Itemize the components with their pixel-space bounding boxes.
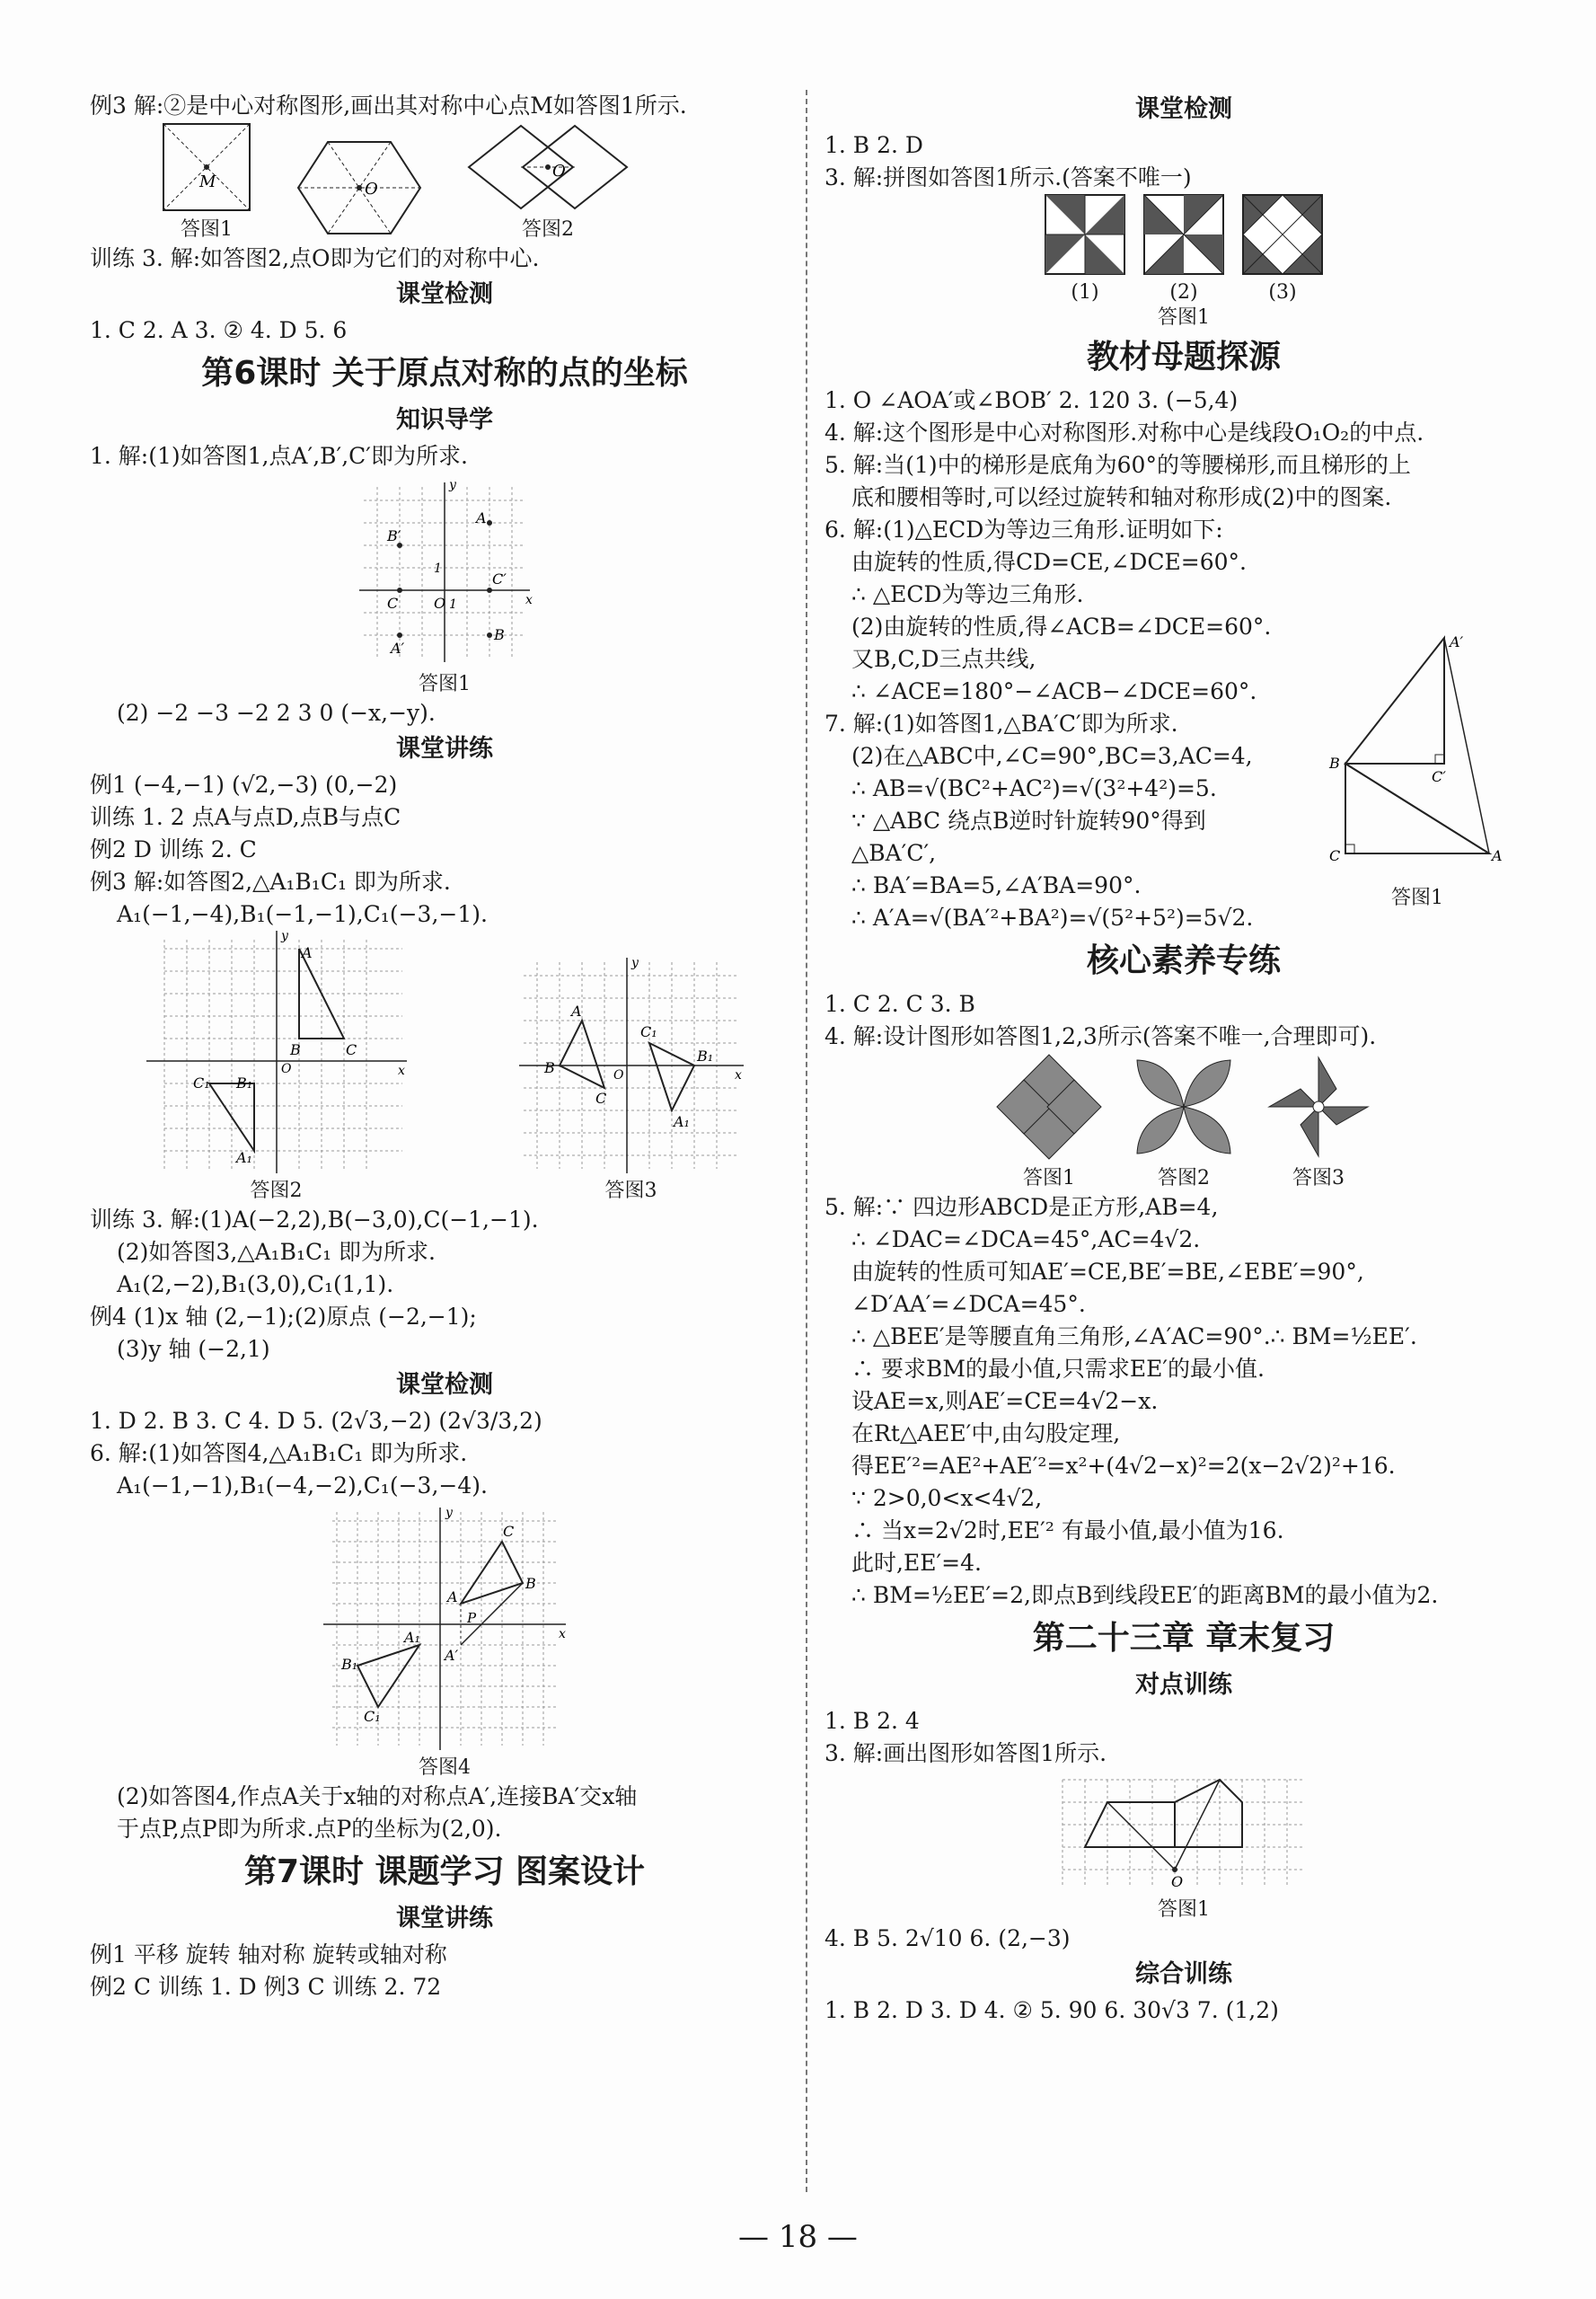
text-line: 1. C 2. C 3. B [824, 991, 975, 1017]
figure-design-1 [995, 1053, 1103, 1191]
svg-text:A′: A′ [445, 1647, 459, 1664]
text-line: 1. 解:(1)如答图1,点A′,B′,C′即为所求. [90, 443, 468, 469]
svg-text:y: y [449, 478, 456, 492]
text-line: 又B,C,D三点共线, [851, 646, 1036, 672]
text-line: ∴ BM=½EE′=2,即点B到线段EE′的距离BM的最小值为2. [851, 1582, 1439, 1608]
text-line: A₁(−1,−4),B₁(−1,−1),C₁(−3,−1). [117, 901, 488, 927]
figure-rhombus [467, 122, 629, 243]
text-line: 5. 解:∵ 四边形ABCD是正方形,AB=4, [824, 1194, 1219, 1220]
svg-text:x: x [397, 1064, 405, 1078]
chapter-title: 第二十三章 章末复习 [1032, 1620, 1336, 1657]
text-line: (3)y 轴 (−2,1) [117, 1336, 270, 1362]
text-line: (2)由旋转的性质,得∠ACB=∠DCE=60°. [851, 614, 1272, 640]
svg-text:y: y [630, 958, 639, 970]
svg-text:B: B [543, 1059, 555, 1076]
figure-grid-1 [90, 478, 799, 697]
text-line: 7. 解:(1)如答图1,△BA′C′即为所求. [824, 711, 1178, 737]
figure-row [90, 931, 799, 1204]
svg-text:C₁: C₁ [364, 1708, 381, 1725]
svg-text:O: O [365, 180, 378, 199]
svg-text:C: C [345, 1041, 357, 1058]
figure-caption: 答图1 [1391, 887, 1443, 909]
svg-text:1: 1 [434, 561, 442, 576]
svg-text:M: M [199, 172, 216, 191]
svg-text:B₁: B₁ [341, 1656, 358, 1673]
tile-pattern [1242, 194, 1323, 275]
svg-text:C′: C′ [1432, 768, 1446, 785]
section-heading: 课堂检测 [396, 1371, 493, 1399]
figure-caption: (3) [1268, 281, 1297, 304]
figure-row [90, 122, 799, 243]
text-line: 1. C 2. A 3. ② 4. D 5. 6 [90, 317, 348, 343]
section-heading: 课堂讲练 [396, 735, 493, 763]
text-line: 例2 C 训练 1. D 例3 C 训练 2. 72 [90, 1974, 442, 2000]
svg-text:B: B [525, 1575, 536, 1592]
figure-tile-3 [1242, 194, 1323, 305]
text-line: 底和腰相等时,可以经过旋转和轴对称形成(2)中的图案. [851, 484, 1392, 510]
text-line: 例3 解:②是中心对称图形,画出其对称中心点M如答图1所示. [90, 93, 687, 119]
svg-text:O: O [280, 1062, 291, 1076]
svg-text:y: y [445, 1508, 453, 1520]
text-line: 1. B 2. D 3. D 4. ② 5. 90 6. 30√3 7. (1,2) [824, 1997, 1279, 2023]
figure-caption: 答图1 [1023, 1167, 1075, 1189]
section-title: 核心素养专练 [1086, 942, 1281, 979]
svg-text:B₁: B₁ [696, 1048, 713, 1065]
figure-design-2 [1130, 1053, 1238, 1191]
text-line: 由旋转的性质,得CD=CE,∠DCE=60°. [851, 549, 1247, 575]
svg-text:O: O [552, 162, 566, 181]
text-line: ∵ 2>0,0<x<4√2, [851, 1485, 1043, 1511]
proof-text [824, 643, 1257, 934]
svg-text:B′: B′ [387, 527, 401, 544]
tile-pattern [1143, 194, 1224, 275]
text-line: A₁(2,−2),B₁(3,0),C₁(1,1). [117, 1271, 394, 1297]
coordinate-grid [323, 1508, 566, 1750]
text-line: 此时,EE′=4. [851, 1550, 982, 1576]
text-line: ∴ 当x=2√2时,EE′² 有最小值,最小值为16. [851, 1517, 1284, 1543]
figure-caption: 答图1 [419, 673, 471, 695]
figure-grid-3 [519, 958, 744, 1204]
svg-text:x: x [734, 1068, 742, 1083]
figure-caption: 答图3 [604, 1180, 657, 1202]
column-divider [806, 90, 807, 2192]
svg-text:A: A [447, 1588, 458, 1605]
text-line: 例1 平移 旋转 轴对称 旋转或轴对称 [90, 1941, 447, 1967]
tile-pattern [1045, 194, 1125, 275]
rhombus-diagram [467, 122, 629, 212]
svg-text:O: O [1171, 1873, 1184, 1890]
figure-caption: 答图2 [1158, 1167, 1210, 1189]
section-heading: 综合训练 [1135, 1960, 1232, 1988]
svg-text:C: C [595, 1090, 606, 1107]
design-pattern [1130, 1053, 1238, 1161]
svg-text:A₁: A₁ [235, 1149, 252, 1166]
text-line: 4. 解:这个图形是中心对称图形.对称中心是线段O₁O₂的中点. [824, 420, 1424, 446]
figure-caption: 答图1 [1158, 1898, 1210, 1921]
figure-square [162, 122, 251, 243]
text-line: 1. B 2. D [824, 132, 923, 158]
figure-caption: 答图4 [419, 1756, 471, 1779]
text-line: 设AE=x,则AE′=CE=4√2−x. [851, 1388, 1159, 1414]
text-line: 由旋转的性质可知AE′=CE,BE′=BE,∠EBE′=90°, [851, 1259, 1364, 1285]
text-line: (2) −2 −3 −2 2 3 0 (−x,−y). [117, 700, 436, 726]
text-line: 得EE′²=AE²+AE′²=x²+(4√2−x)²=2(x−2√2)²+16. [851, 1453, 1396, 1479]
text-line: ∴ △ECD为等边三角形. [851, 581, 1084, 607]
section-heading: 知识导学 [396, 406, 493, 434]
text-line: △BA′C′, [851, 840, 937, 866]
section-heading: 课堂检测 [396, 280, 493, 308]
svg-text:O: O [434, 595, 446, 612]
text-line: 1. B 2. 4 [824, 1708, 920, 1734]
figure-caption: 答图2 [250, 1180, 303, 1202]
hexagon-diagram [296, 138, 422, 237]
lesson-title: 第7课时 课题学习 图案设计 [243, 1853, 646, 1890]
text-line: ∴ BA′=BA=5,∠A′BA=90°. [851, 872, 1142, 898]
figure-caption: (1) [1071, 281, 1099, 304]
svg-text:C: C [1329, 847, 1341, 864]
text-line: 训练 3. 解:(1)A(−2,2),B(−3,0),C(−1,−1). [90, 1207, 539, 1233]
text-line: A₁(−1,−1),B₁(−4,−2),C₁(−3,−4). [117, 1472, 488, 1499]
section-heading: 对点训练 [1135, 1671, 1232, 1699]
text-line: 4. B 5. 2√10 6. (2,−3) [824, 1925, 1071, 1951]
text-line: (2)如答图4,作点A关于x轴的对称点A′,连接BA′交x轴 [117, 1783, 638, 1809]
text-line: ∴ △BEE′是等腰直角三角形,∠A′AC=90°.∴ BM=½EE′. [851, 1323, 1417, 1349]
svg-text:C₁: C₁ [639, 1023, 657, 1040]
svg-text:A₁: A₁ [673, 1113, 690, 1130]
text-line: 6. 解:(1)△ECD为等边三角形.证明如下: [824, 517, 1223, 543]
svg-text:A: A [570, 1003, 582, 1020]
svg-text:P: P [467, 1610, 477, 1626]
text-line: 6. 解:(1)如答图4,△A₁B₁C₁ 即为所求. [90, 1440, 468, 1466]
text-line: 于点P,点P即为所求.点P的坐标为(2,0). [117, 1816, 502, 1842]
design-pattern [1265, 1053, 1372, 1161]
svg-text:x: x [525, 593, 533, 607]
svg-text:1: 1 [449, 597, 457, 612]
text-line: ∴ AB=√(BC²+AC²)=√(3²+4²)=5. [851, 775, 1217, 801]
svg-text:x: x [559, 1627, 566, 1641]
section-heading: 课堂讲练 [396, 1905, 493, 1932]
coordinate-grid [519, 958, 744, 1173]
figure-hexagon [296, 138, 422, 243]
svg-text:A₁: A₁ [404, 1629, 420, 1646]
text-line: ∴ 要求BM的最小值,只需求EE′的最小值. [851, 1356, 1265, 1382]
coordinate-grid [146, 931, 407, 1173]
figure-row [824, 194, 1543, 305]
section-title: 教材母题探源 [1086, 339, 1281, 376]
section-heading: 课堂检测 [1135, 95, 1232, 123]
svg-text:B₁: B₁ [235, 1074, 252, 1092]
text-line: ∠D′AA′=∠DCA=45°. [851, 1291, 1086, 1317]
svg-text:A′: A′ [391, 640, 405, 657]
text-line: (2)在△ABC中,∠C=90°,BC=3,AC=4, [851, 743, 1253, 769]
figure-caption: 答图3 [1292, 1167, 1345, 1189]
svg-text:y: y [280, 931, 288, 943]
design-pattern [995, 1053, 1103, 1161]
figure-design-3 [1265, 1053, 1372, 1191]
figure-caption: (2) [1169, 281, 1198, 304]
figure-grid-review [824, 1775, 1543, 1923]
figure-caption: 答图1 [181, 218, 233, 241]
svg-text:C₁: C₁ [192, 1074, 210, 1092]
text-line: 1. O ∠AOA′或∠BOB′ 2. 120 3. (−5,4) [824, 387, 1239, 413]
text-line: ∴ A′A=√(BA′²+BA²)=√(5²+5²)=5√2. [851, 905, 1254, 931]
svg-text:C: C [503, 1523, 515, 1540]
left-column [90, 90, 799, 2003]
text-line: 例1 (−4,−1) (√2,−3) (0,−2) [90, 772, 398, 798]
text-line: ∴ ∠DAC=∠DCA=45°,AC=4√2. [851, 1226, 1201, 1252]
text-line: 4. 解:设计图形如答图1,2,3所示(答案不唯一,合理即可). [824, 1023, 1377, 1049]
svg-text:O: O [613, 1068, 623, 1083]
text-line: 3. 解:画出图形如答图1所示. [824, 1740, 1107, 1766]
svg-text:A: A [1492, 847, 1503, 864]
svg-text:B: B [494, 626, 505, 643]
svg-text:B: B [289, 1041, 301, 1058]
text-line: ∴ ∠ACE=180°−∠ACB−∠DCE=60°. [851, 678, 1257, 704]
coordinate-grid [355, 478, 534, 667]
figure-caption: 答图2 [522, 218, 574, 241]
square-diagram [162, 122, 251, 212]
figure-grid-4 [90, 1508, 799, 1781]
right-column [824, 90, 1543, 2027]
text-line: (2)如答图3,△A₁B₁C₁ 即为所求. [117, 1239, 436, 1265]
svg-text:A: A [476, 509, 487, 526]
svg-text:C′: C′ [492, 570, 507, 588]
grid-diagram [1058, 1775, 1309, 1892]
figure-grid-2 [146, 931, 407, 1204]
text-line: 在Rt△AEE′中,由勾股定理, [851, 1420, 1121, 1446]
page-number: — 18 — [738, 2219, 858, 2255]
svg-text:A: A [301, 944, 313, 961]
text-line: 例4 (1)x 轴 (2,−1);(2)原点 (−2,−1); [90, 1304, 477, 1330]
figure-caption: 答图1 [1158, 306, 1210, 329]
svg-text:A′: A′ [1450, 633, 1464, 650]
text-line: 1. D 2. B 3. C 4. D 5. (2√3,−2) (2√3/3,2) [90, 1408, 542, 1434]
svg-text:C: C [387, 595, 399, 612]
svg-text:B: B [1329, 755, 1340, 772]
figure-tile-1 [1045, 194, 1125, 305]
text-line: ∵ △ABC 绕点B逆时针旋转90°得到 [851, 808, 1206, 834]
rotation-diagram [1327, 629, 1507, 880]
text-line: 例3 解:如答图2,△A₁B₁C₁ 即为所求. [90, 869, 451, 895]
figure-row [824, 1053, 1543, 1191]
text-line: 训练 1. 2 点A与点D,点B与点C [90, 804, 401, 830]
figure-rotation [1327, 629, 1507, 911]
lesson-title: 第6课时 关于原点对称的点的坐标 [201, 355, 688, 392]
text-line: 例2 D 训练 2. C [90, 836, 257, 862]
figure-tile-2 [1143, 194, 1224, 305]
text-line: 训练 3. 解:如答图2,点O即为它们的对称中心. [90, 245, 540, 271]
text-line: 3. 解:拼图如答图1所示.(答案不唯一) [824, 164, 1192, 190]
text-line: 5. 解:当(1)中的梯形是底角为60°的等腰梯形,而且梯形的上 [824, 452, 1411, 478]
